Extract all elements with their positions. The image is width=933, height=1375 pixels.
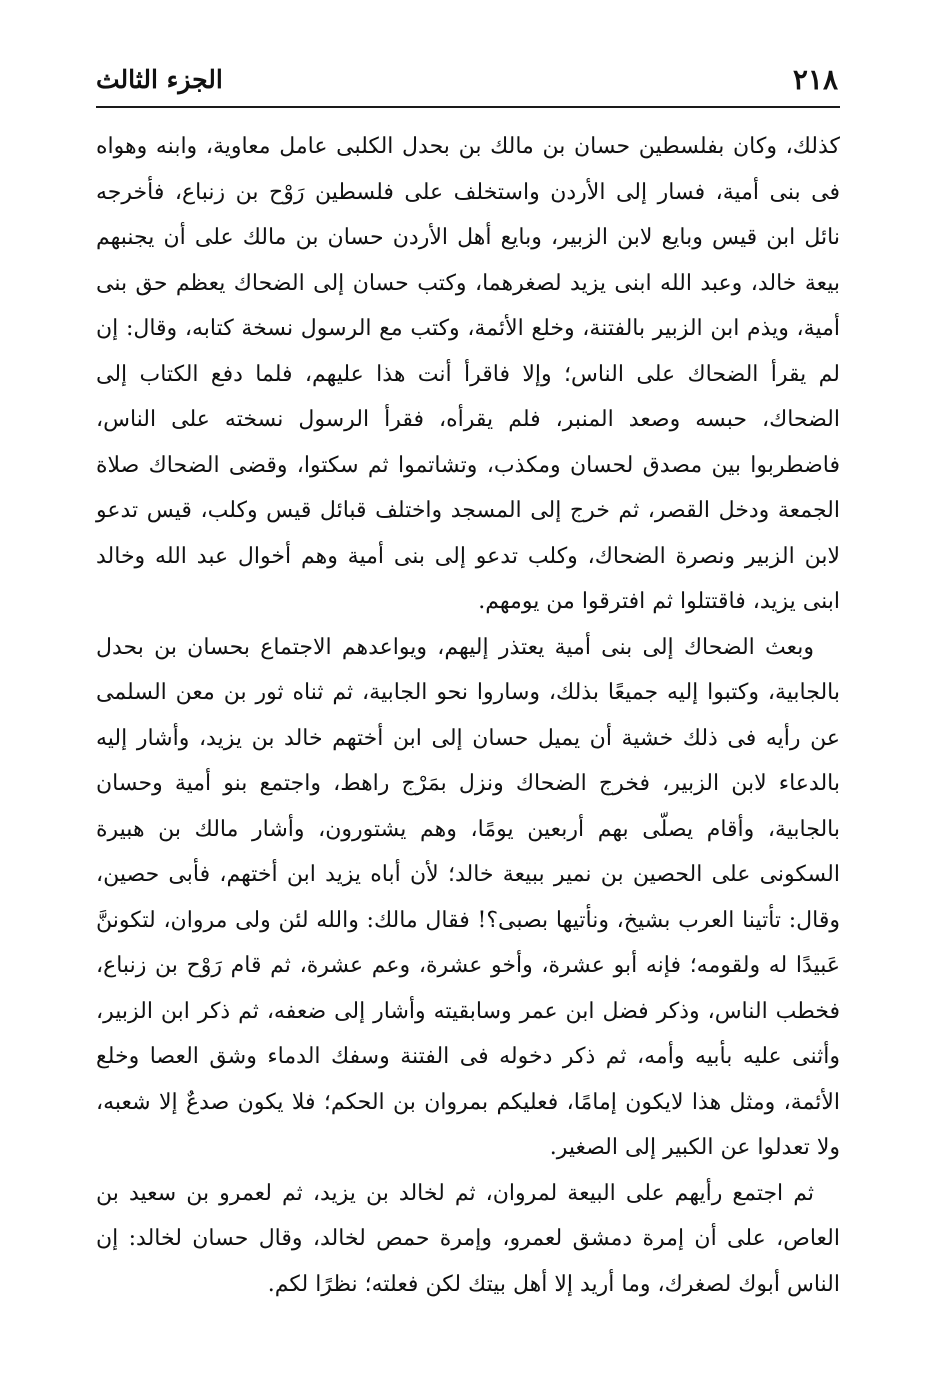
- paragraph-1: كذلك، وكان بفلسطين حسان بن مالك بن بحدل الكلبى عامل معاوية، وابنه وهواه فى بنى أمية، فسار إلى الأردن واستخلف على فلسطين رَوْح بن زنباع، فأخرجه نائل ابن قيس وبايع لابن الزبير، وبايع أهل الأردن حسان بن مالك على أن يجنبهم بيعة خالد، وعبد الله ابنى يزيد لصغرهما، وكتب حسان إلى الضحاك يعظم حق بنى أمية، ويذم ابن الزبير بالفتنة، وخلع الأئمة، وكتب مع الرسول نسخة كتابه، وقال: إن لم يقرأ الضحاك على الناس؛ وإلا فاقرأ أنت هذا عليهم، فلما دفع الكتاب إلى الضحاك، حبسه وصعد المنبر، فلم يقرأه، فقرأ الرسول نسخته على الناس، فاضطربوا بين مصدق لحسان ومكذب، وتشاتموا ثم سكتوا، وقضى الضحاك صلاة الجمعة ودخل القصر، ثم خرج إلى المسجد واختلف قبائل قيس وكلب، قيس تدعو لابن الزبير ونصرة الضحاك، وكلب تدعو إلى بنى أمية وهم أخوال عبد الله وخالد ابنى يزيد، فاقتتلوا ثم افترقوا من يومهم.: [96, 134, 840, 614]
- page-number: ٢١٨: [792, 63, 838, 96]
- header-divider: [96, 106, 840, 108]
- paragraph-2: وبعث الضحاك إلى بنى أمية يعتذر إليهم، ويواعدهم الاجتماع بحسان بن بحدل بالجابية، وكتبوا إليه جميعًا بذلك، وساروا نحو الجابية، ثم ثناه ثور بن معن السلمى عن رأيه فى ذلك خشية أن يميل حسان إلى ابن أختهم خالد بن يزيد، وأشار إليه بالدعاء لابن الزبير، فخرج الضحاك ونزل بمَرْج راهط، واجتمع بنو أمية وحسان بالجابية، وأقام يصلّى بهم أربعين يومًا، وهم يشتورون، وأشار مالك بن هبيرة السكونى على الحصين بن نمير ببيعة خالد؛ لأن أباه يزيد ابن أختهم، فأبى حصين، وقال: تأتينا العرب بشيخ، ونأتيها بصبى؟! فقال مالك: والله لئن ولى مروان، لتكوننَّ عَبيدًا له ولقومه؛ فإنه أبو عشرة، وأخو عشرة، وعم عشرة، ثم قام رَوْح بن زنباع، فخطب الناس، وذكر فضل ابن عمر وسابقيته وأشار إلى ضعفه، ثم ذكر ابن الزبير، وأثنى عليه بأبيه وأمه، ثم ذكر دخوله فى الفتنة وسفك الدماء وشق العصا وخلع الأئمة، ومثل هذا لايكون إمامًا، فعليكم بمروان بن الحكم؛ فلا يكون صدعٌ إلا شعبه، ولا تعدلوا عن الكبير إلى الصغير.: [96, 634, 840, 1160]
- paragraph-3: ثم اجتمع رأيهم على البيعة لمروان، ثم لخالد بن يزيد، ثم لعمرو بن سعيد بن العاص، على أن إمرة دمشق لعمرو، وإمرة حمص لخالد، وقال حسان لخالد: إن الناس أبوك لصغرك، وما أريد إلا أهل بيتك لكن فعلته؛ نظرًا لكم.: [96, 1180, 840, 1297]
- running-title: الجزء الثالث: [96, 65, 223, 94]
- page-header: [96, 62, 838, 102]
- body-text: [96, 124, 840, 1307]
